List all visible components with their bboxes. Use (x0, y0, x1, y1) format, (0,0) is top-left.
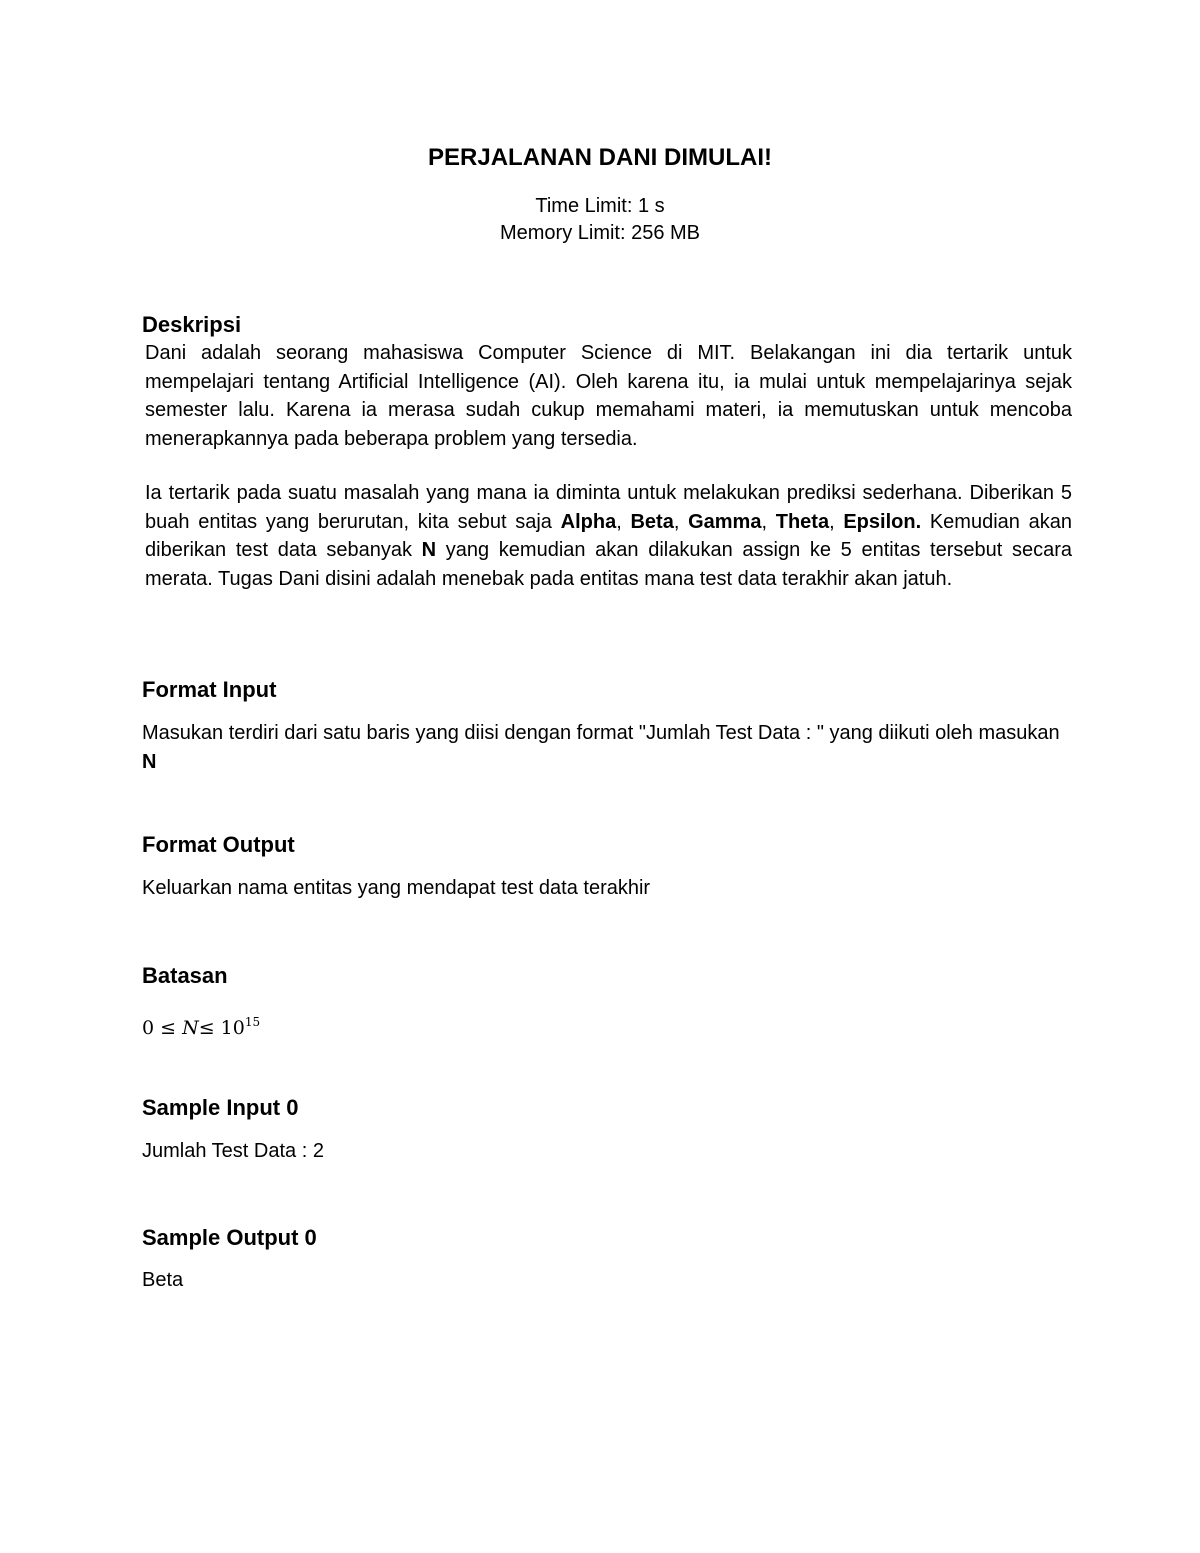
time-limit: Time Limit: 1 s (535, 195, 665, 217)
variable-n: N (142, 750, 157, 773)
paragraph-text: Kemudian akan diberikan test data sebanyak (145, 510, 1072, 561)
constraint-upper: ≤ 10 (198, 1017, 245, 1039)
format-output-text: Keluarkan nama entitas yang mendapat test data terakhir (142, 877, 651, 899)
deskripsi-paragraph-2: Ia tertarik pada suatu masalah yang mana ia diminta untuk melakukan prediksi sederhana. Diberikan 5 buah entitas yang berurutan, kita sebut saja Alpha, Beta, Gamma, Theta, Epsilon. Kemudian akan diberikan test data sebanyak N yang kemudian akan dilakukan assign ke 5 entitas tersebut secara merata. Tugas Dani disini adalah menebak pada entitas mana test data terakhir akan jatuh. (145, 482, 1072, 590)
sample-output-text: Beta (142, 1269, 184, 1291)
problem-title: PERJALANAN DANI DIMULAI! (428, 144, 772, 171)
entity-beta: Beta (630, 510, 674, 533)
memory-limit: Memory Limit: 256 MB (499, 222, 701, 244)
constraint-lower: 0 ≤ (142, 1017, 183, 1039)
entity-theta: Theta (775, 510, 830, 533)
paragraph-text: Masukan terdiri dari satu baris yang diisi dengan format "Jumlah Test Data : " yang diikuti oleh masukan (142, 722, 1060, 744)
sample-output-heading: Sample Output 0 (142, 1225, 317, 1250)
variable-n: N (421, 539, 437, 561)
entity-epsilon: Epsilon (843, 510, 916, 533)
deskripsi-paragraph-1: Dani adalah seorang mahasiswa Computer Science di MIT. Belakangan ini dia tertarik untuk mempelajari tentang Artificial Intelligence (AI). Oleh karena itu, ia mulai untuk mempelajarinya sejak semester lalu. Karena ia merasa sudah cukup memahami materi, ia memutuskan untuk mencoba menerapkannya pada beberapa problem yang tersedia. (145, 342, 1072, 450)
entity-alpha: Alpha (560, 510, 617, 533)
sample-input-text: Jumlah Test Data : 2 (142, 1140, 324, 1162)
batasan-heading: Batasan (142, 963, 228, 988)
paragraph-text: Ia tertarik pada suatu masalah yang mana ia diminta untuk melakukan prediksi sederhana. Diberikan 5 buah entitas yang berurutan, kita sebut saja (145, 482, 1072, 533)
entity-gamma: Gamma (688, 510, 762, 533)
sample-input-heading: Sample Input 0 (142, 1095, 299, 1120)
constraint-exponent: 15 (244, 1015, 261, 1029)
format-input-text (142, 719, 1072, 776)
paragraph-text: yang kemudian akan dilakukan assign ke 5 entitas tersebut secara merata. Tugas Dani disini adalah menebak pada entitas mana test data terakhir akan jatuh. (145, 539, 1072, 590)
constraint-formula (142, 1008, 260, 1042)
format-output-heading: Format Output (142, 832, 295, 857)
format-input-heading: Format Input (142, 677, 277, 702)
constraint-variable: N (182, 1017, 199, 1039)
deskripsi-heading: Deskripsi (142, 312, 242, 337)
